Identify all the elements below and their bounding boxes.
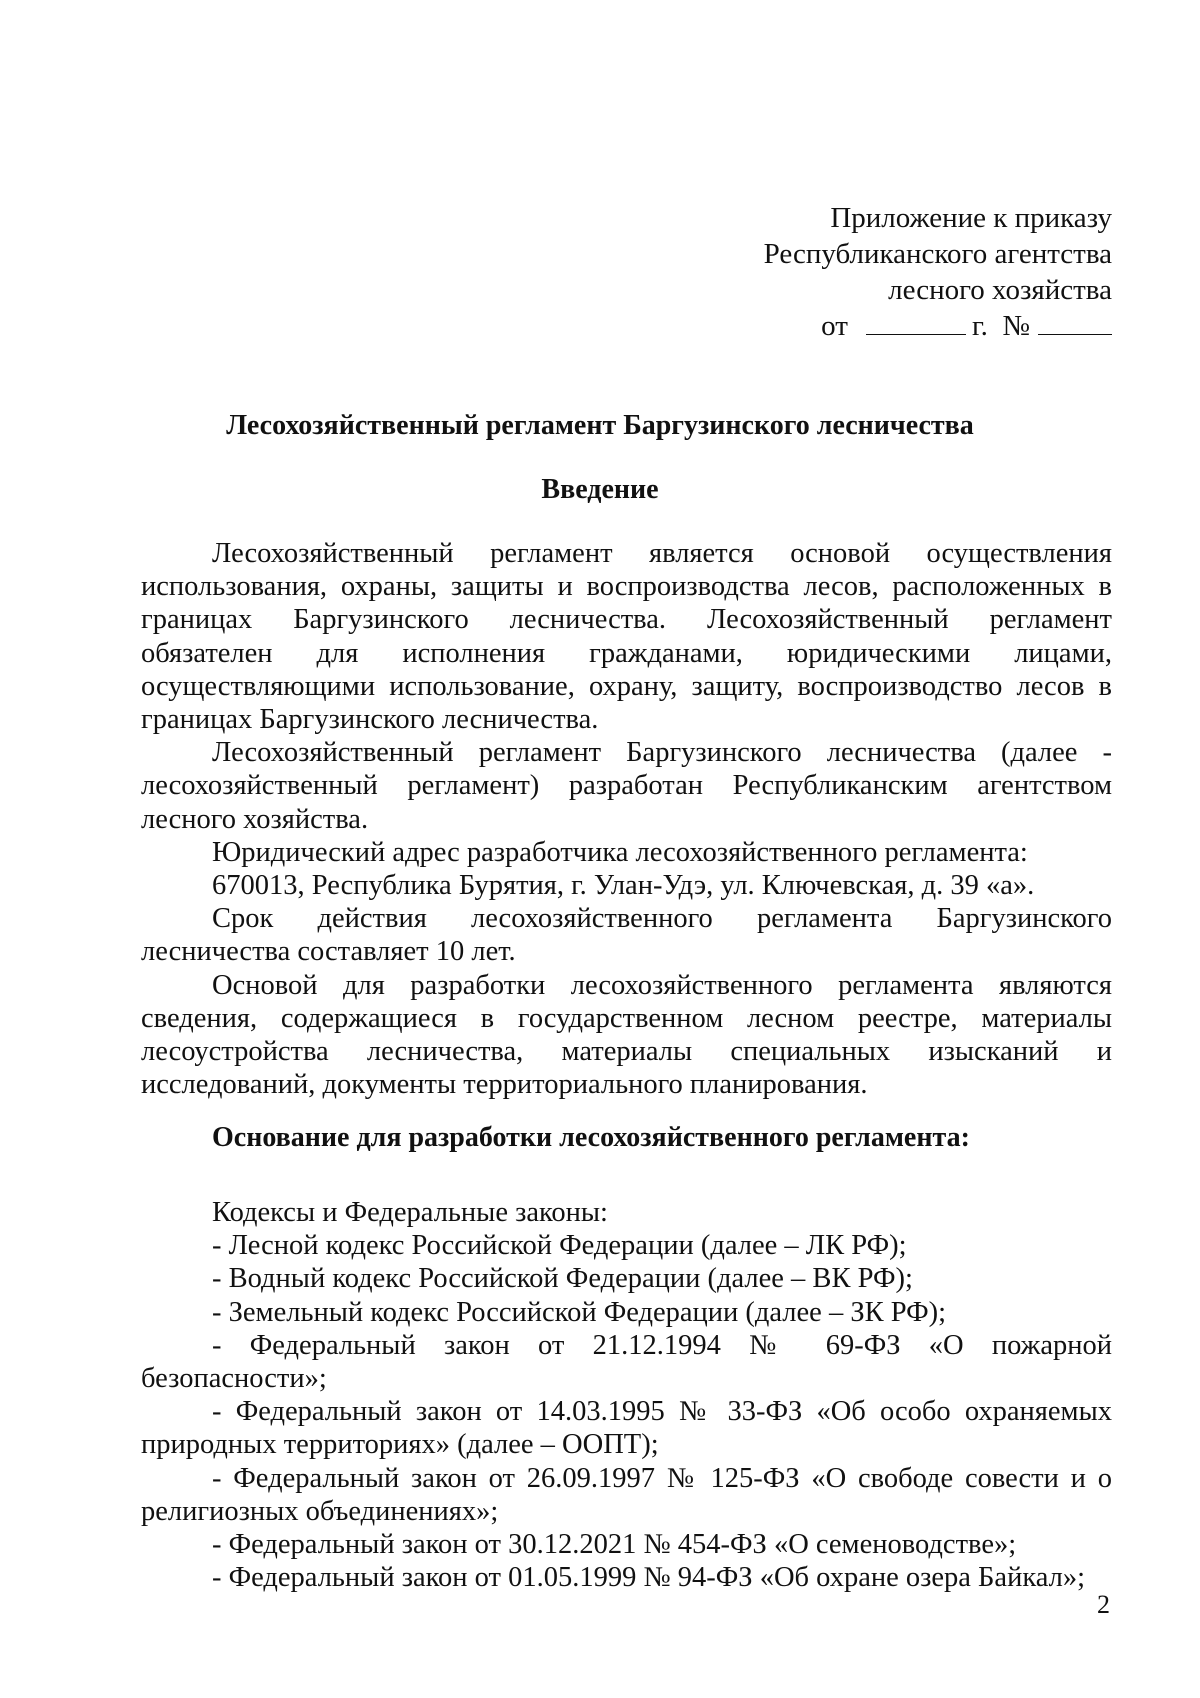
- law-item: - Водный кодекс Российской Федерации (далее – ВК РФ);: [212, 1263, 913, 1295]
- laws-list: [141, 1196, 1112, 1594]
- law-item: - Федеральный закон от 01.05.1999 № 94-ФЗ «Об охране озера Байкал»;: [212, 1562, 1086, 1594]
- intro-paragraph: Юридический адрес разработчика лесохозяйственного регламента:: [212, 836, 1028, 868]
- intro-paragraph: Лесохозяйственный регламент является основой осуществления использования, охраны, защиты и воспроизводства лесов, расположенных в границах Баргузинского лесничества. Лесохозяйственный регламент обязателен для исполнения гражданами, юридическими лицами, осуществляющими использование, охрану, защиту, воспроизводство лесов в границах Баргузинского лесничества.: [141, 538, 1112, 736]
- approval-number-label: №: [1002, 310, 1030, 342]
- intro-paragraph: 670013, Республика Бурятия, г. Улан-Удэ, ул. Ключевская, д. 39 «а».: [212, 870, 1035, 902]
- approval-line-1: Приложение к приказу: [830, 202, 1112, 234]
- law-item: - Земельный кодекс Российской Федерации (далее – ЗК РФ);: [212, 1296, 947, 1328]
- intro-paragraph: Основой для разработки лесохозяйственного регламента являются сведения, содержащиеся в государственном лесном реестре, материалы лесоустройства лесничества, материалы специальных изысканий и исследований, документы территориального планирования.: [141, 969, 1112, 1101]
- law-item: - Федеральный закон от 14.03.1995 № 33-ФЗ «Об особо охраняемых природных территориях» (далее – ООПТ);: [141, 1396, 1112, 1461]
- intro-heading: Введение: [541, 474, 659, 505]
- approval-block: [764, 200, 1112, 344]
- basis-heading: Основание для разработки лесохозяйственного регламента:: [212, 1122, 970, 1153]
- intro-section: [141, 537, 1112, 1101]
- date-blank-field: [866, 308, 966, 335]
- approval-date-number-line: [764, 308, 1112, 344]
- laws-intro: Кодексы и Федеральные законы:: [212, 1197, 608, 1228]
- law-item: - Федеральный закон от 26.09.1997 № 125-ФЗ «О свободе совести и о религиозных объединениях»;: [141, 1462, 1112, 1527]
- intro-paragraph: Срок действия лесохозяйственного регламента Баргузинского лесничества составляет 10 лет.: [141, 903, 1112, 968]
- page-number: 2: [1097, 1590, 1110, 1619]
- law-item: - Федеральный закон от 30.12.2021 № 454-ФЗ «О семеноводстве»;: [212, 1529, 1017, 1561]
- law-item: - Федеральный закон от 21.12.1994 № 69-ФЗ «О пожарной безопасности»;: [141, 1329, 1112, 1395]
- approval-from-label: от: [821, 310, 848, 342]
- approval-line-3: лесного хозяйства: [888, 274, 1112, 306]
- intro-paragraph: Лесохозяйственный регламент Баргузинского лесничества (далее - лесохозяйственный регламент) разработан Республиканским агентством лесного хозяйства.: [141, 737, 1112, 835]
- approval-year-label: г.: [971, 310, 988, 342]
- number-blank-field: [1038, 308, 1112, 335]
- law-item: - Лесной кодекс Российской Федерации (далее – ЛК РФ);: [212, 1230, 907, 1262]
- approval-line-2: Республиканского агентства: [763, 238, 1112, 270]
- document-title: Лесохозяйственный регламент Баргузинского лесничества: [226, 410, 974, 441]
